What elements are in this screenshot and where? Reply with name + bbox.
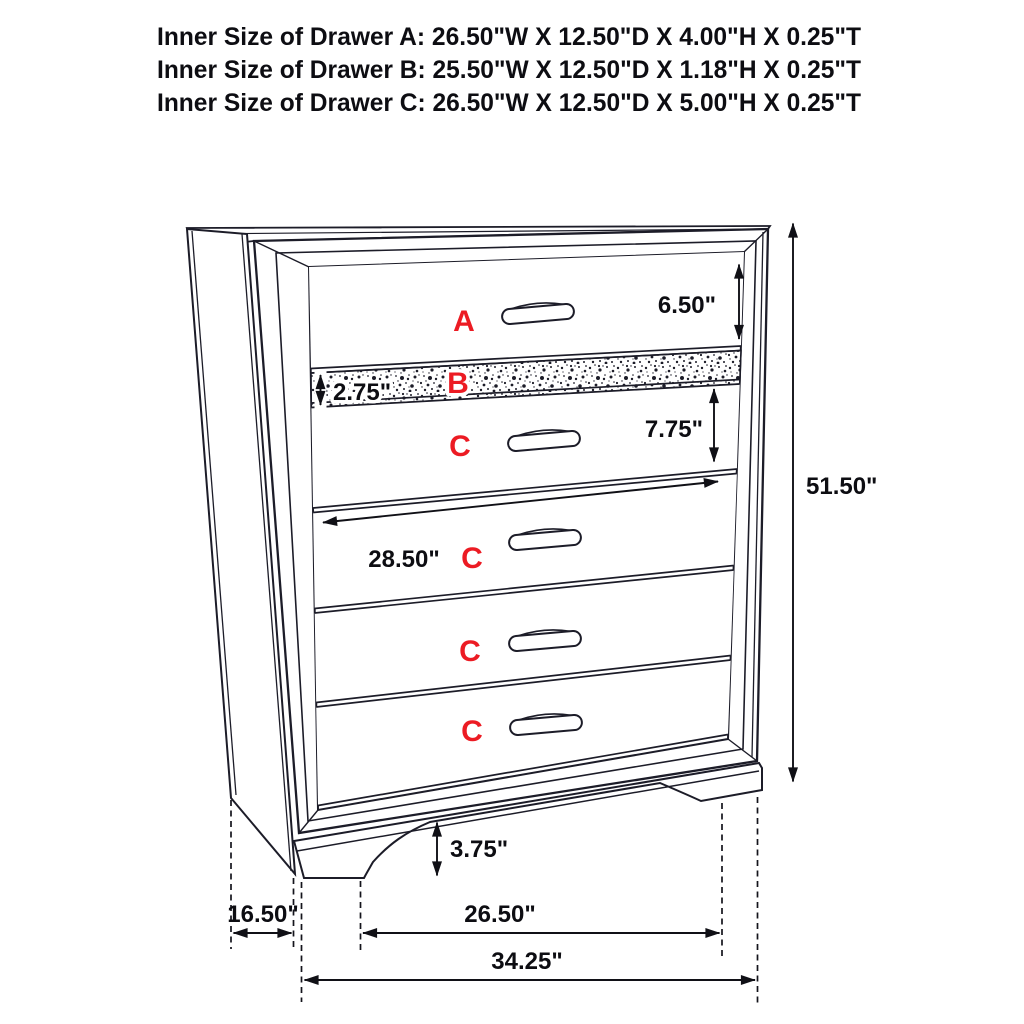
dim-label-2-75: 2.75" [333,379,392,406]
dim-feet-inner-width [363,901,720,933]
spec-line-drawer-b: Inner Size of Drawer B: 25.50"W X 12.50"D X 1.18"H X 0.25"T [157,56,861,84]
dim-label-3-75: 3.75" [450,836,509,863]
drawer-spec-header [157,23,861,117]
dim-overall-height [793,224,877,782]
drawer-b-label: B [447,367,469,400]
spec-line-drawer-a: Inner Size of Drawer A: 26.50"W X 12.50"D X 4.00"H X 0.25"T [157,23,861,51]
spec-line-drawer-c: Inner Size of Drawer C: 26.50"W X 12.50"D X 5.00"H X 0.25"T [157,89,861,117]
dim-foot-height [437,823,508,876]
dim-label-7-75: 7.75" [644,416,703,443]
dim-overall-width [305,948,756,980]
drawer-c4-label: C [461,715,483,748]
dim-label-28-50: 28.50" [368,546,440,573]
dim-side-depth [227,901,298,933]
drawer-c3-label: C [459,635,481,668]
dim-label-34-25: 34.25" [491,948,563,975]
drawer-a-label: A [453,305,475,338]
dim-label-6-50: 6.50" [657,292,716,319]
dim-label-51-50: 51.50" [806,473,878,500]
drawer-c1-label: C [449,430,471,463]
dim-label-16-50: 16.50" [227,901,299,928]
drawer-c2-label: C [461,542,483,575]
dim-label-26-50: 26.50" [464,901,536,928]
